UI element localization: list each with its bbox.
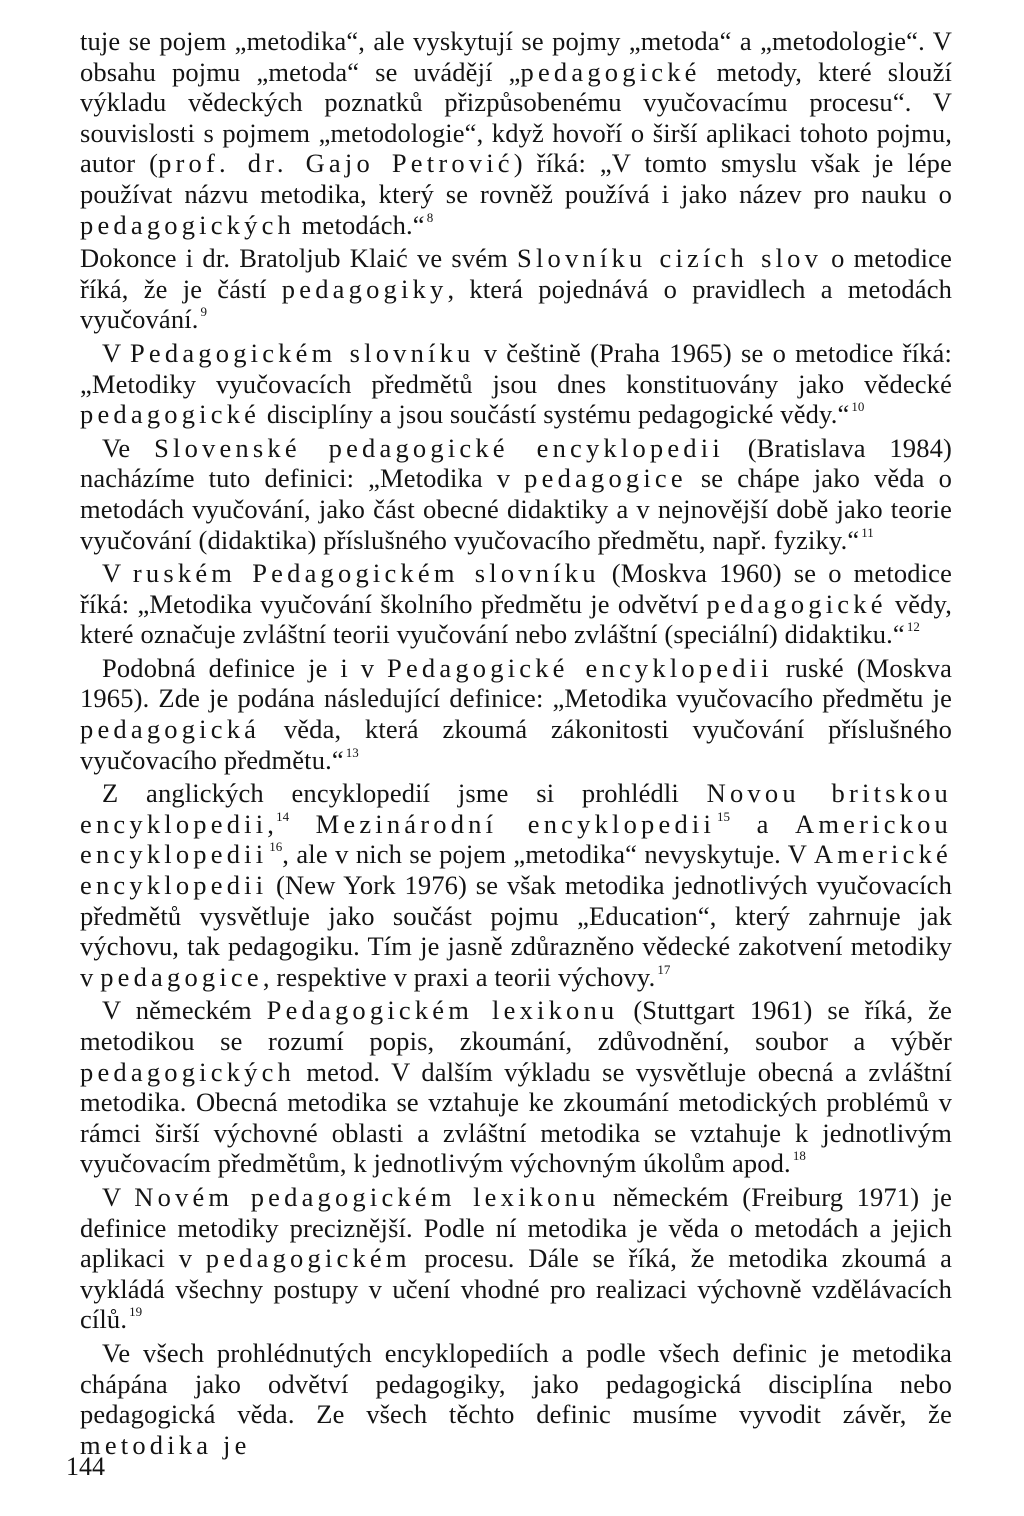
- text-run: , respektive v praxi a teorii výchovy.: [262, 961, 656, 992]
- footnote-ref: 18: [792, 1148, 806, 1164]
- text-run: Dokonce i dr. Bratoljub Klaić ve svém: [80, 243, 518, 274]
- text-run: (Moskva 1960) se o metodice říká: „Metodika vyučování školního předmětu je odvětví: [80, 558, 952, 619]
- spaced-emphasis: Pedagogickém slovníku: [129, 337, 475, 368]
- footnote-ref: 13: [345, 744, 359, 760]
- paragraph: [80, 995, 952, 1179]
- spaced-emphasis: Slovenské pedagogické encyklopedii: [154, 432, 724, 463]
- text-run: Podobná definice je i v: [102, 652, 388, 683]
- text-run: procesu. Dále se říká, že metodika zkoumá a vykládá všechny postupy v učení vhodné pro realizaci výchovně vzdělávacích cílů.: [80, 1243, 952, 1335]
- paragraph: [80, 338, 952, 430]
- footnote-ref: 17: [657, 961, 671, 977]
- paragraph: [80, 26, 952, 240]
- footnote-ref: 9: [200, 304, 208, 320]
- spaced-emphasis: Pedagogickém lexikonu: [266, 995, 619, 1026]
- text-run: Ve všech prohlédnutých encyklopediích a podle všech definic je metodika chápána jako odvětví pedagogiky, jako pedagogická disciplína nebo pedagogická věda. Ze všech těchto definic musíme vyvodit závěr, že: [80, 1337, 952, 1430]
- spaced-emphasis: pedagogických: [80, 1056, 296, 1087]
- footnote-ref: 12: [906, 619, 920, 635]
- text-run: disciplíny a jsou součástí systému pedagogické vědy.“: [260, 399, 850, 430]
- spaced-emphasis: pedagogická: [80, 714, 261, 745]
- text-run: a: [730, 808, 795, 839]
- text-run: (New York 1976) se však metodika jednotlivých vyučovacích předmětů vysvětluje jako součást pojmu „Education“, který zahrnuje jak výchovu, tak pedagogiku. Tím je jasně zdůrazněno vědecké zakotvení metodiky v: [80, 870, 952, 992]
- spaced-emphasis: metodika je: [80, 1429, 251, 1460]
- paragraph: [80, 653, 952, 775]
- text-run: V: [102, 1181, 135, 1212]
- paragraph: [80, 778, 952, 992]
- text-run: (Bratislava 1984) nacházíme tuto definici: „Metodika v: [80, 432, 952, 494]
- spaced-emphasis: Novém pedagogickém lexikonu: [134, 1181, 600, 1212]
- spaced-emphasis: pedagogickém: [205, 1243, 411, 1274]
- spaced-emphasis: Americkou encyklopedii: [80, 808, 953, 870]
- text-run: ruské (Moskva 1965). Zde je podána následující definice: „Metodika vyučovacího předmětu je: [80, 652, 952, 714]
- spaced-emphasis: pedagogické: [706, 588, 887, 619]
- text-run: ) říká: „V tomto smyslu však je lépe používat názvu metodika, který se rovněž používá i jako název pro nauku o: [80, 148, 952, 209]
- spaced-emphasis: pedagogice: [524, 463, 687, 494]
- text-run: , která pojednává o pravidlech a metodách vyučování.: [80, 273, 953, 335]
- footnote-ref: 10: [851, 399, 865, 415]
- text-run: věda, která zkoumá zákonitosti vyučování příslušného vyučovacího předmětu.“: [80, 714, 952, 775]
- footnote-ref: 14: [276, 808, 290, 824]
- text-run: V: [102, 558, 133, 589]
- spaced-emphasis: prof. dr. Gajo Petrović: [158, 148, 514, 179]
- text-run: o metodice říká, že je částí: [80, 243, 952, 304]
- text-run: V: [102, 337, 130, 368]
- body-text: [80, 26, 952, 1460]
- text-run: v češtině (Praha 1965) se o metodice říká: „Metodiky vyučovacích předmětů jsou dnes konstituovány jako vědecké: [80, 337, 952, 399]
- text-run: metod. V dalším výkladu se vysvětluje obecná a zvláštní metodika. Obecná metodika se vztahuje ke zkoumání metodických problémů v rámci širší výchovné oblasti a zvláštní metodika se vztahuje k jednotlivým vyučovacím předmětům, k jednotlivým výchovným úkolům apod.: [80, 1056, 952, 1179]
- text-run: metodách.“: [295, 209, 425, 240]
- text-run: V německém: [102, 995, 267, 1026]
- text-run: (Stuttgart 1961) se říká, že metodikou se rozumí popis, zkoumání, zdůvodnění, soubor a výběr: [80, 995, 952, 1056]
- text-run: se chápe jako věda o metodách vyučování, jako část obecné didaktiky a v nejnovější době jako teorie vyučování (didaktika) příslušného vyučovacího předmětu, např. fyziky.“: [80, 463, 952, 555]
- paragraph: [80, 1338, 952, 1460]
- text-run: Ve: [102, 432, 155, 463]
- text-run: Z anglických encyklopedií jsme si prohlédli: [102, 778, 707, 809]
- paragraph: [80, 433, 952, 555]
- spaced-emphasis: Novou britskou encyklopedii: [80, 778, 952, 839]
- footnote-ref: 19: [129, 1304, 143, 1320]
- spaced-emphasis: Pedagogické encyklopedii: [387, 652, 773, 683]
- text-run: tuje se pojem „metodika“, ale vyskytují se pojmy „metoda“ a „metodologie“. V obsahu pojmu „metoda“ se uvádějí „: [80, 26, 952, 87]
- spaced-emphasis: ruském Pedagogickém slovníku: [132, 558, 600, 589]
- paragraph: [80, 243, 952, 335]
- paragraph: [80, 1182, 952, 1335]
- footnote-ref: 16: [269, 839, 283, 855]
- spaced-emphasis: pedagogických: [80, 209, 296, 240]
- text-run: německém (Freiburg 1971) je definice metodiky preciznější. Podle ní metodika je věda o metodách a jejich aplikaci v: [80, 1181, 953, 1274]
- footnote-ref: 11: [861, 524, 874, 540]
- footnote-ref: 15: [717, 808, 731, 824]
- text-run: ,: [267, 808, 275, 839]
- text-run: metody, které slouží výkladu vědeckých poznatků přizpůsobenému vyučovacímu procesu“. V souvislosti s pojmem „metodologie“, když hovoří o širší aplikaci tohoto pojmu, autor (: [80, 56, 952, 179]
- text-run: vědy, které označuje zvláštní teorii vyučování nebo zvláštní (speciální) didaktiku.“: [80, 588, 952, 650]
- text-run: , ale v nich se pojem „metodika“ nevyskytuje. V: [282, 839, 814, 870]
- spaced-emphasis: pedagogické: [80, 399, 261, 430]
- footnote-ref: 8: [426, 209, 434, 225]
- spaced-emphasis: pedagogice: [100, 961, 263, 992]
- paragraph: [80, 558, 952, 650]
- spaced-emphasis: Slovníku cizích slov: [517, 243, 823, 274]
- text-run: [289, 809, 316, 839]
- spaced-emphasis: pedagogiky: [281, 273, 448, 304]
- page-number: 144: [66, 1452, 105, 1481]
- spaced-emphasis: pedagogické: [520, 56, 701, 87]
- spaced-emphasis: Americké encyklopedii: [80, 839, 952, 901]
- spaced-emphasis: Mezinárodní encyklopedii: [315, 808, 716, 839]
